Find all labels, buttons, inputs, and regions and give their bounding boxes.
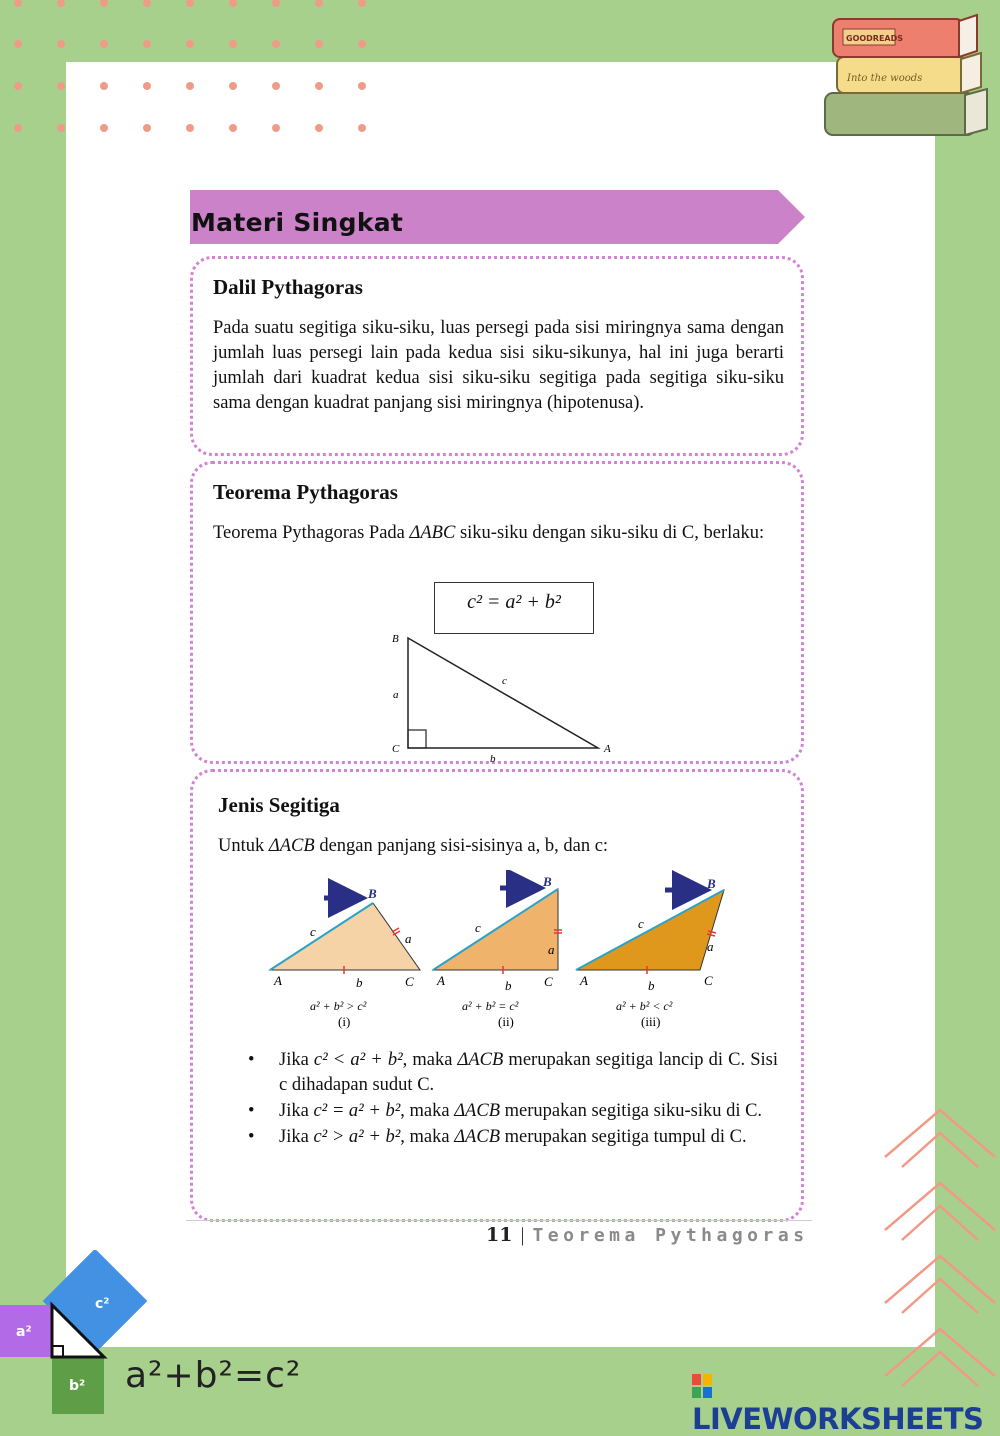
svg-text:b: b bbox=[648, 978, 655, 993]
svg-text:A: A bbox=[580, 973, 588, 988]
rule-conclusion: merupakan segitiga lancip di C. Sisi c dihadapan sudut C. bbox=[279, 1050, 778, 1095]
svg-text:b: b bbox=[505, 978, 512, 993]
side-a-label: a bbox=[393, 689, 399, 701]
formula-decoration: a²+b²=c² bbox=[125, 1355, 302, 1396]
side-c-label: c bbox=[502, 675, 507, 687]
rule-connector: , maka bbox=[402, 1050, 458, 1070]
footer-divider bbox=[186, 1220, 812, 1221]
rule-prefix: Jika bbox=[279, 1101, 314, 1121]
pythagoras-formula bbox=[434, 582, 594, 634]
svg-text:A: A bbox=[274, 973, 282, 988]
footer-separator: | bbox=[520, 1224, 525, 1246]
svg-text:a: a bbox=[707, 939, 714, 954]
teorema-text bbox=[213, 521, 784, 546]
relation-acute: a² + b² > c² bbox=[310, 999, 367, 1013]
triangle-right bbox=[433, 874, 562, 1029]
liveworksheets-logo-icon bbox=[692, 1374, 712, 1398]
teorema-text-before: Teorema Pythagoras Pada bbox=[213, 523, 410, 543]
svg-text:C: C bbox=[544, 974, 553, 989]
rule-condition: c² = a² + b² bbox=[313, 1101, 401, 1121]
dalil-heading: Dalil Pythagoras bbox=[213, 275, 363, 299]
svg-text:c: c bbox=[638, 916, 644, 931]
caption-right: (ii) bbox=[498, 1014, 514, 1029]
dalil-text: Pada suatu segitiga siku-siku, luas persegi pada sisi miringnya sama dengan jumlah luas persegi lain pada kedua sisi siku-sikunya, hal ini juga berarti jumlah dari kuadrat kedua sisi siku-siku segitiga pada segitiga siku-siku sama dengan kuadrat panjang sisi miringnya (hipotenusa). bbox=[213, 318, 784, 413]
decorative-dots bbox=[0, 0, 380, 140]
square-c-label: c² bbox=[95, 1296, 110, 1312]
vertex-c-label: C bbox=[392, 743, 400, 755]
svg-text:b: b bbox=[356, 975, 363, 990]
side-b-label: b bbox=[490, 753, 496, 765]
caption-obtuse: (iii) bbox=[641, 1014, 661, 1029]
triangle-types-diagram bbox=[260, 870, 740, 1035]
rule-conclusion: merupakan segitiga tumpul di C. bbox=[500, 1127, 747, 1147]
list-item bbox=[248, 1048, 778, 1098]
rule-triangle: ΔACB bbox=[454, 1101, 501, 1121]
jenis-intro-before: Untuk bbox=[218, 836, 269, 856]
rule-triangle: ΔACB bbox=[454, 1127, 501, 1147]
footer-title: Teorema Pythagoras bbox=[532, 1225, 809, 1246]
book-label-1: GOODREADS bbox=[846, 34, 904, 43]
svg-text:B: B bbox=[368, 886, 377, 901]
svg-text:B: B bbox=[707, 876, 716, 891]
jenis-triangle: ΔACB bbox=[268, 836, 315, 856]
svg-text:c: c bbox=[475, 920, 481, 935]
jenis-heading: Jenis Segitiga bbox=[218, 793, 340, 817]
jenis-intro-after: dengan panjang sisi-sisinya a, b, dan c: bbox=[314, 836, 609, 856]
rule-connector: , maka bbox=[400, 1127, 455, 1147]
relation-obtuse: a² + b² < c² bbox=[616, 999, 673, 1013]
brand-name: LIVEWORKSHEETS bbox=[692, 1402, 984, 1436]
triangle-type-rules bbox=[248, 1048, 778, 1151]
svg-text:A: A bbox=[437, 973, 445, 988]
page-footer bbox=[486, 1224, 809, 1247]
book-label-2: Into the woods bbox=[847, 73, 923, 84]
section-title: Materi Singkat bbox=[191, 208, 404, 237]
list-item bbox=[248, 1099, 778, 1124]
rule-conclusion: merupakan segitiga siku-siku di C. bbox=[500, 1101, 763, 1121]
rule-prefix: Jika bbox=[279, 1050, 314, 1070]
relation-right: a² + b² = c² bbox=[462, 999, 519, 1013]
rule-condition: c² < a² + b² bbox=[313, 1050, 403, 1070]
svg-text:C: C bbox=[405, 974, 414, 989]
teorema-text-after: siku-siku dengan siku-siku di C, berlaku: bbox=[455, 523, 765, 543]
pythagoras-formula-text: c² = a² + b² bbox=[467, 591, 561, 613]
svg-text:C: C bbox=[704, 973, 713, 988]
triangle-acute bbox=[270, 886, 420, 1029]
svg-text:a: a bbox=[405, 931, 412, 946]
square-b-label: b² bbox=[69, 1378, 86, 1394]
rule-prefix: Jika bbox=[279, 1127, 314, 1147]
svg-text:c: c bbox=[310, 924, 316, 939]
rule-condition: c² > a² + b² bbox=[313, 1127, 401, 1147]
caption-acute: (i) bbox=[338, 1014, 351, 1029]
right-triangle-diagram bbox=[380, 630, 620, 765]
vertex-a-label: A bbox=[604, 743, 611, 755]
books-icon bbox=[815, 5, 995, 145]
rule-connector: , maka bbox=[400, 1101, 455, 1121]
teorema-triangle: ΔABC bbox=[409, 523, 456, 543]
svg-text:B: B bbox=[543, 874, 552, 889]
chevron-decoration-icon bbox=[880, 1105, 1000, 1405]
list-item bbox=[248, 1125, 778, 1150]
jenis-intro bbox=[218, 834, 778, 859]
svg-text:a: a bbox=[548, 942, 555, 957]
rule-triangle: ΔACB bbox=[457, 1050, 504, 1070]
vertex-b-label: B bbox=[392, 633, 399, 645]
teorema-heading: Teorema Pythagoras bbox=[213, 480, 398, 504]
liveworksheets-logo bbox=[692, 1368, 1000, 1436]
page-number: 11 bbox=[486, 1224, 513, 1246]
triangle-obtuse bbox=[576, 876, 724, 1029]
square-a-label: a² bbox=[16, 1324, 32, 1340]
